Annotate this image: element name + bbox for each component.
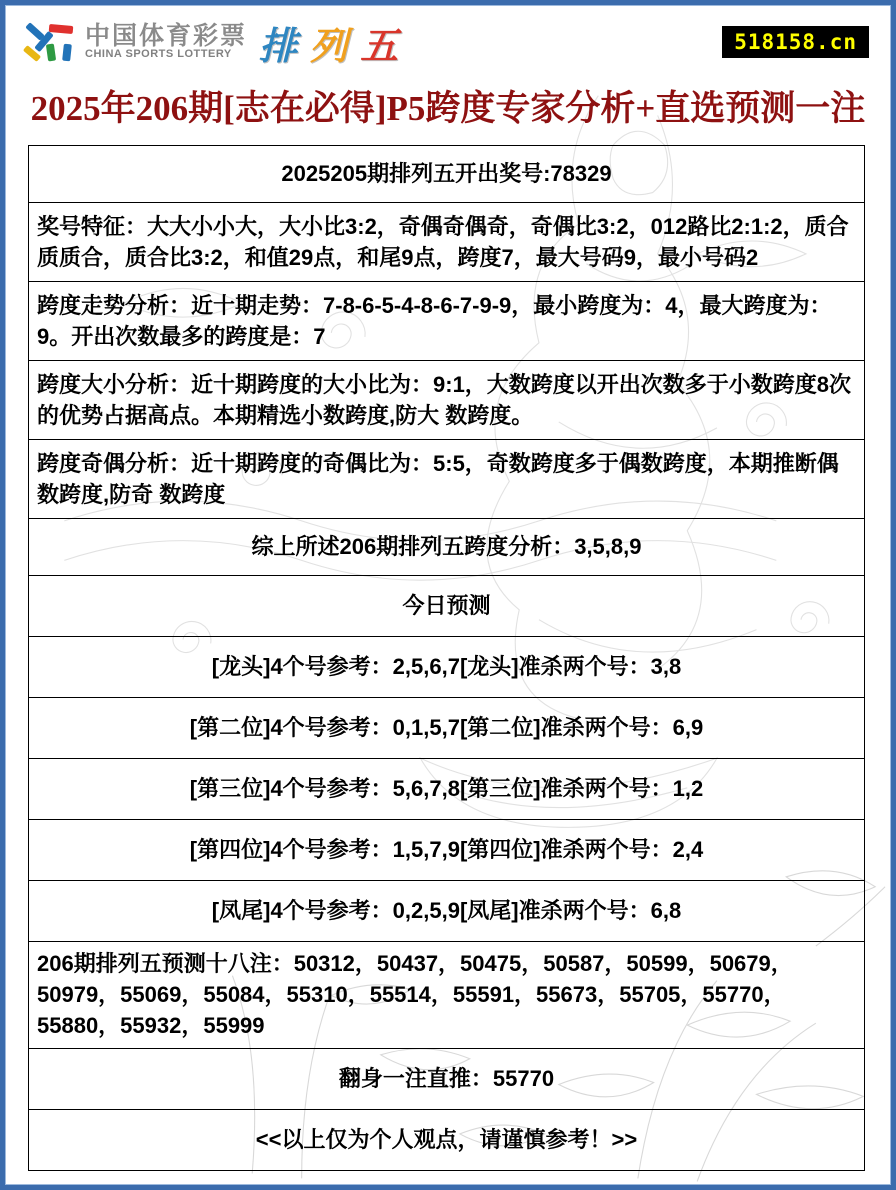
table-row-pos5-phoenix-tail: [凤尾]4个号参考：0,2,5,9[凤尾]准杀两个号：6,8 <box>29 881 864 942</box>
table-row-span-parity: 跨度奇偶分析：近十期跨度的奇偶比为：5:5，奇数跨度多于偶数跨度，本期推断偶数跨度,防奇 数跨度 <box>29 440 864 519</box>
table-row-disclaimer: <<以上仅为个人观点，请谨慎参考！>> <box>255 1127 638 1153</box>
table-row-number-features: 奖号特征：大大小小大，大小比3:2，奇偶奇偶奇，奇偶比3:2，012路比2:1:2，质合质质合，质合比3:2，和值29点，和尾9点，跨度7，最大号码9，最小号码2 <box>29 203 864 282</box>
table-row-pos3: [第三位]4个号参考：5,6,7,8[第三位]准杀两个号：1,2 <box>29 759 864 820</box>
table-row-winning-number: 2025205期排列五开出奖号:78329 <box>29 146 864 203</box>
table-row-span-summary: 综上所述206期排列五跨度分析：3,5,8,9 <box>29 519 864 576</box>
table-row-span-size: 跨度大小分析：近十期跨度的大小比为：9:1，大数跨度以开出次数多于小数跨度8次的优势占据高点。本期精选小数跨度,防大 数跨度。 <box>29 361 864 440</box>
logo-text <box>85 23 247 61</box>
table-row-18-picks: 206期排列五预测十八注：50312，50437，50475，50587，50599，50679，50979，55069，55084，55310，55514，55591，55673，55705，55770，55880，55932，55999 <box>29 942 864 1049</box>
logo-chinese-name: 中国体育彩票 <box>85 22 248 51</box>
table-row-pos2: [第二位]4个号参考：0,1,5,7[第二位]准杀两个号：6,9 <box>29 698 864 759</box>
table-row-today-forecast: 今日预测 <box>29 576 864 637</box>
table-row-pos1-dragon-head: [龙头]4个号参考：2,5,6,7[龙头]准杀两个号：3,8 <box>29 637 864 698</box>
brand-char-1: 排 <box>259 25 299 68</box>
table-row-pos4: [第四位]4个号参考：1,5,7,9[第四位]准杀两个号：2,4 <box>29 820 864 881</box>
table-row-span-trend: 跨度走势分析：近十期走势：7-8-6-5-4-8-6-7-9-9，最小跨度为：4，最大跨度为：9。开出次数最多的跨度是：7 <box>29 282 864 361</box>
brand-char-2: 列 <box>309 25 349 68</box>
site-domain-badge[interactable]: 518158.cn <box>722 26 869 58</box>
logo-english-name: CHINA SPORTS LOTTERY <box>85 48 232 61</box>
table-row-direct-pick: 翻身一注直推：55770 <box>29 1049 864 1110</box>
site-header <box>5 5 891 73</box>
brand-char-3: 五 <box>360 25 400 68</box>
page-title: 2025年206期[志在必得]P5跨度专家分析+直选预测一注 <box>30 89 866 128</box>
china-sports-lottery-logo <box>21 15 399 70</box>
lottery-logo-icon <box>21 18 75 66</box>
analysis-table <box>28 145 865 1171</box>
pailiewu-brand <box>259 15 399 70</box>
